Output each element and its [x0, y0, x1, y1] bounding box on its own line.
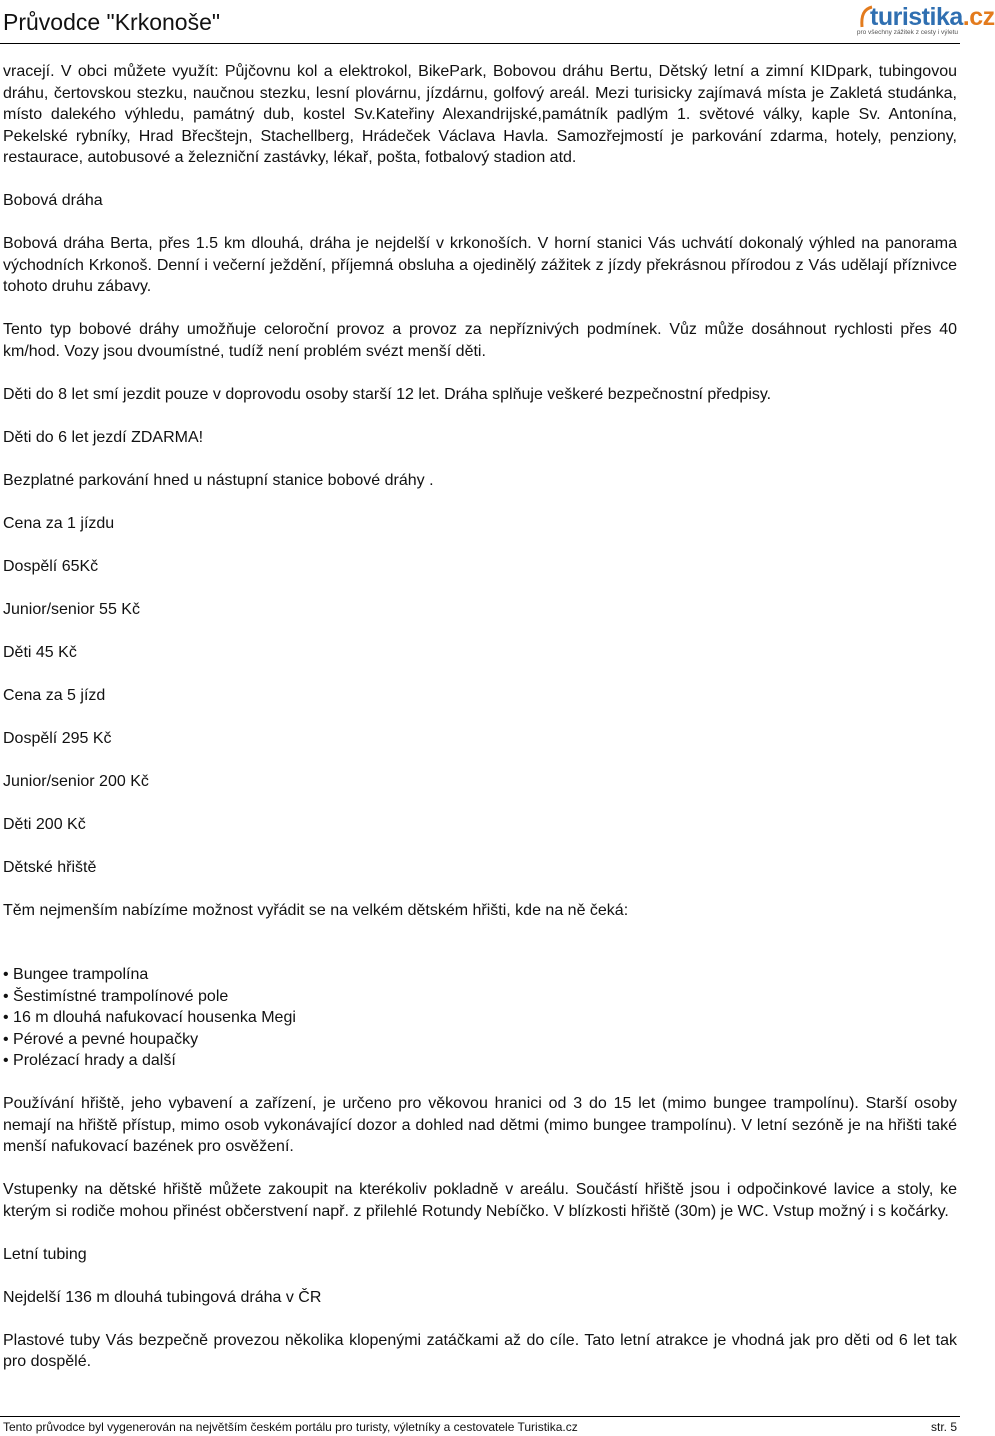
price-heading-5: Cena za 5 jízd: [3, 686, 106, 704]
price-kids-1: Děti 45 Kč: [3, 643, 77, 661]
logo-tagline: pro všechny zážitek z cesty i výletu: [856, 29, 958, 36]
section-heading-letni-tubing: Letní tubing: [3, 1245, 87, 1263]
paragraph-tubing-delka: Nejdelší 136 m dlouhá tubingová dráha v ČR: [3, 1288, 322, 1306]
list-item: • Šestimístné trampolínové pole: [3, 986, 957, 1008]
paragraph-deti-6: Děti do 6 let jezdí ZDARMA!: [3, 428, 204, 446]
section-heading-bobova-draha: Bobová dráha: [3, 192, 103, 209]
intro-paragraph: vracejí. V obci můžete využít: Půjčovnu kol a elektrokol, BikePark, Bobovou dráhu Bertu, Dětský letní a zimní KIDpark, tubingovou dráhu, čertovskou stezku, naučnou stezku, lesní plovárnu, jízdárnu, golfový areál. Mezi turisicky zajímavá místa je Zakletá studánka, místo dalekého výhledu, památný dub, kostel Sv.Kateřiny Alexandrijské,památník padlým 1. světové války, kaple Sv. Antonína, Pekelské rybníky, Hrad Břecštejn, Stachellberg, Hrádeček Václava Havla. Samozřejmostí je parkování zdarma, hotely, penziony, restaurace, autobusové a železniční zastávky, lékař, pošta, fotbalový stadion atd.: [3, 63, 957, 166]
page-header: [0, 0, 995, 44]
price-heading-1: Cena za 1 jízdu: [3, 514, 115, 532]
playground-list: [3, 964, 957, 1072]
footer-divider: [0, 1416, 960, 1417]
header-divider: [0, 43, 960, 44]
paragraph-deti-8: Děti do 8 let smí jezdit pouze v doprovodu osoby starší 12 let. Dráha splňuje veškeré bezpečnostní předpisy.: [3, 385, 772, 403]
price-adult-5: Dospělí 295 Kč: [3, 729, 112, 747]
price-junior-5: Junior/senior 200 Kč: [3, 772, 149, 790]
price-junior-1: Junior/senior 55 Kč: [3, 600, 140, 618]
logo-word-tld: .cz: [962, 3, 995, 31]
list-item: • Bungee trampolína: [3, 964, 957, 986]
paragraph-parkovani: Bezplatné parkování hned u nástupní stanice bobové dráhy .: [3, 471, 434, 489]
paragraph-tubing-popis: Plastové tuby Vás bezpečně provezou několika klopenými zatáčkami až do cíle. Tato letní atrakce je vhodná jak pro děti od 6 let tak pro dospělé.: [3, 1331, 957, 1370]
footer-note: Tento průvodce byl vygenerován na největším českém portálu pro turisty, výletníky a cestovatele Turistika.cz: [3, 1420, 578, 1434]
logo-word-main: turistika: [870, 3, 963, 31]
price-kids-5: Děti 200 Kč: [3, 815, 86, 833]
turistika-logo[interactable]: [856, 3, 995, 41]
page-number: str. 5: [930, 1420, 957, 1434]
list-item: • Pérové a pevné houpačky: [3, 1029, 957, 1051]
price-adult-1: Dospělí 65Kč: [3, 557, 99, 575]
paragraph-hriste-intro: Těm nejmenším nabízíme možnost vyřádit se na velkém dětském hřišti, kde na ně čeká:: [3, 901, 629, 919]
list-item: • Prolézací hrady a další: [3, 1050, 957, 1072]
paragraph-provoz: Tento typ bobové dráhy umožňuje celoroční provoz a provoz za nepříznivých podmínek. Vůz může dosáhnout rychlosti přes 40 km/hod. Vozy jsou dvoumístné, tudíž není problém svézt menší děti.: [3, 321, 957, 360]
section-heading-detske-hriste: Dětské hřiště: [3, 858, 97, 876]
document-body: [3, 61, 957, 1373]
page-footer: [0, 1416, 960, 1436]
list-item: • 16 m dlouhá nafukovací housenka Megi: [3, 1007, 957, 1029]
paragraph-hriste-pouzivani: Používání hřiště, jeho vybavení a zařízení, je určeno pro věkovou hranici od 3 do 15 let (mimo bungee trampolínu). Starší osoby nemají na hřiště přístup, mimo osob vykonávající dozor a dohled nad dětmi (mimo bungee trampolínu). V letní sezóně je na hřišti také menší nafukovací bazének pro osvěžení.: [3, 1095, 957, 1155]
paragraph-berta: Bobová dráha Berta, přes 1.5 km dlouhá, dráha je nejdelší v krkonoších. V horní stanici Vás uchvátí dokonalý výhled na panorama východních Krkonoš. Denní i večerní ježdění, příjemná obsluha a ojedinělý zážitek z jízdy překrásnou přírodou z Vás udělají příznivce tohoto druhu zábavy.: [3, 235, 957, 295]
logo-wordmark: [870, 3, 995, 31]
paragraph-hriste-vstupenky: Vstupenky na dětské hřiště můžete zakoupit na kterékoliv pokladně v areálu. Součástí hřiště jsou i odpočinkové lavice a stoly, ke kterým si rodiče mohou přinést občerstvení např. z přilehlé Rotundy Nebíčko. V blízkosti hřiště (30m) je WC. Vstup možný i s kočárky.: [3, 1181, 957, 1220]
page-title: Průvodce "Krkonoše": [3, 9, 221, 35]
